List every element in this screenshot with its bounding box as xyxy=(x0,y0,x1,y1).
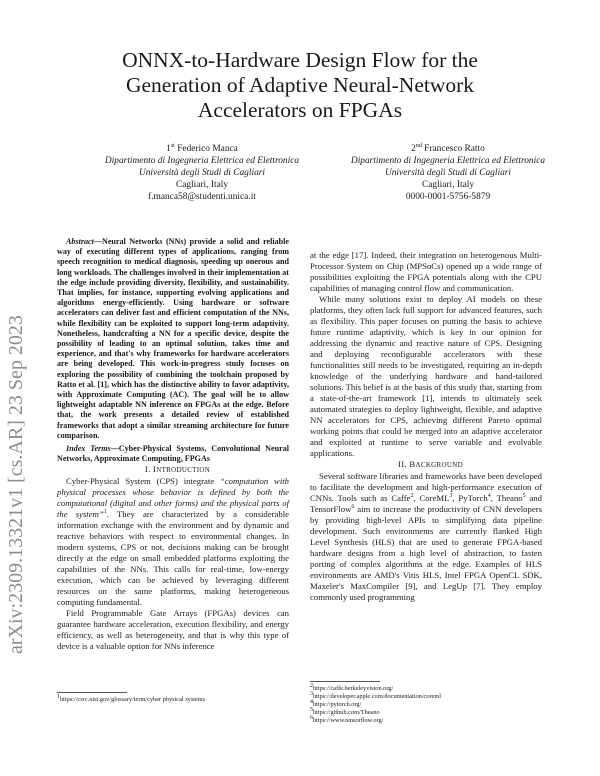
footnote-ref: 5 xyxy=(522,493,526,500)
footnote xyxy=(310,698,542,709)
footnote-list xyxy=(310,682,542,725)
footnote xyxy=(310,682,542,693)
right-paragraph-1: at the edge [17]. Indeed, their integration on heterogenous Multi-Processor System on Chip (MPSoCs) opened up a wide range of possibilities exploiting the FPGA potentials along with the CPU capabilities of managing control flow and communication. xyxy=(310,250,542,293)
footnote-text: https://developer.apple.com/documentation/coreml xyxy=(313,693,442,700)
author-contact: 0000-0001-5756-5879 xyxy=(405,192,491,202)
text-run: , PyTorch xyxy=(452,493,488,503)
footnote-rule xyxy=(310,681,380,682)
author-ordinal: 1 xyxy=(166,144,171,154)
section-number: II. xyxy=(398,459,407,469)
footnote-rule xyxy=(57,692,127,693)
section-initial: B xyxy=(409,459,416,469)
footnote-ref: 3 xyxy=(449,493,453,500)
footnote-ref: 2 xyxy=(410,493,414,500)
author-ordinal: 2 xyxy=(411,144,416,154)
footnote-number: 5 xyxy=(310,706,313,713)
footnote-text: https://pytorch.org/ xyxy=(313,701,362,708)
author-univ: Università degli Studi di Cagliari xyxy=(138,168,266,178)
text-run: and TensorFlow xyxy=(310,493,543,514)
text-run: Several software libraries and frameworks have been developed to facilitate the development and high-performance execution of CNNs. Tools such as Caffe xyxy=(310,471,542,503)
section-heading-background xyxy=(310,459,542,471)
section-title-rest: NTRODUCTION xyxy=(156,466,211,475)
author-ordinal-sup: nd xyxy=(415,142,422,149)
footnote xyxy=(310,706,542,717)
text-run: , Theano xyxy=(490,493,523,503)
footnote-text: https://caffe.berkeleyvision.org/ xyxy=(313,685,394,692)
author-block xyxy=(82,143,322,203)
footnote-number: 3 xyxy=(310,690,313,697)
author-name: Francesco Ratto xyxy=(424,144,485,154)
index-terms-text: —Cyber-Physical Systems, Convolutional Neural Networks, Approximate Computing, FPGAs xyxy=(57,444,290,464)
author-city: Cagliari, Italy xyxy=(421,180,475,190)
text-run: , CoreML xyxy=(413,493,450,503)
footnote-number: 6 xyxy=(310,714,313,721)
footnote xyxy=(310,714,542,725)
left-column xyxy=(57,237,289,652)
section-initial: I xyxy=(153,464,157,475)
title-line: ONNX-to-Hardware Design Flow for the xyxy=(122,48,478,72)
author-city: Cagliari, Italy xyxy=(175,180,229,190)
footnote xyxy=(310,690,542,701)
text-run: aim to increase the productivity of CNN developers by providing high-level APIs to simplifying data pipeline development. Such environments are currently flanked High Level Synthesis (HLS) that are used to generate FPGA-based hardware designs from a high level of abstraction, to fasten porting of complex algorithms at the edge. Examples of HLS environments are AMD's Vitis HLS, Intel FPGA OpenCL SDK, Maxeler's MaxCompiler [9], and LegUp [7]. They employ commonly used programming xyxy=(310,504,542,602)
index-terms xyxy=(57,444,289,464)
footnote xyxy=(57,693,289,704)
abstract xyxy=(57,237,289,441)
footnote-ref: 1 xyxy=(103,509,107,516)
intro-paragraph-1 xyxy=(57,476,289,608)
author-dept: Dipartimento di Ingegneria Elettrica ed Elettronica xyxy=(104,156,300,166)
title-line: Accelerators on FPGAs xyxy=(197,98,403,122)
footnote-number: 2 xyxy=(310,682,313,689)
right-paragraph-2: While many solutions exist to deploy AI models on these platforms, they often lack full support for advanced features, such as flexibility. This paper focuses on putting the basis to achieve future runtime adaptivity, which is key in our opinion for addressing the dynamic and reactive nature of CPS. Designing and deploying reconfigurable accelerators with these functionalities still needs to be investigated, requiring an in-depth knowledge of the underlying hardware and hand-tailored solutions. This belief is at the basis of this study that, starting from a state-of-the-art framework [1], intends to ultimately seek automated strategies to deploy lightweight, flexible, and adaptive NN accelerators for CPS, achieving different Pareto optimal working points that could be merged into an adaptive accelerator and exploited at runtime to serve variable and evolvable applications. xyxy=(310,294,542,458)
index-terms-label: Index Terms xyxy=(66,444,111,454)
footnote-text: https://www.tensorflow.org/ xyxy=(313,717,384,724)
intro-paragraph-2: Field Programmable Gate Arrays (FPGAs) devices can guarantee hardware acceleration, execution flexibility, and energy efficiency, as well as heterogeneity, and that is why this type of device is a valuable option for NNs inference xyxy=(57,608,289,652)
author-ordinal-sup: st xyxy=(170,142,175,149)
text-run: . They are characterized by a considerable information exchange with the environment and by dynamic and reactive behaviors with respect to environmental changes. In modern systems, CPS or not, decisions making can be brought directly at the edge on small embedded platforms exploiting the capabilities of the NNs. This calls for real-time, low-energy execution, which can be achieved by leveraging different resources on the same platforms, making heterogeneous computing fundamental. xyxy=(57,509,289,608)
right-column xyxy=(310,250,542,603)
paper-title xyxy=(80,48,520,123)
footnote-text: https://csrc.nist.gov/glossary/term/cyber physical systems xyxy=(60,696,206,703)
title-line: Generation of Adaptive Neural-Network xyxy=(125,73,475,97)
arxiv-stamp: arXiv:2309.13321v1 [cs.AR] 23 Sep 2023 xyxy=(5,315,27,654)
section-number: I. xyxy=(144,464,151,475)
footnote-ref: 6 xyxy=(351,504,355,511)
author-block xyxy=(328,143,568,203)
text-run: Cyber-Physical System (CPS) integrate xyxy=(66,476,220,487)
footnote-text: https://github.com/Theano xyxy=(313,709,380,716)
author-contact: f.manca58@studenti.unica.it xyxy=(148,192,256,202)
section-heading-introduction xyxy=(57,464,289,476)
footnote-number: 4 xyxy=(310,698,313,705)
background-paragraph xyxy=(310,471,542,603)
author-dept: Dipartimento di Ingegneria Elettrica ed Elettronica xyxy=(350,156,546,166)
footnote-ref: 4 xyxy=(487,493,491,500)
author-name: Federico Manca xyxy=(177,144,238,154)
abstract-text: —Neural Networks (NNs) provide a solid and reliable way of executing different types of applications, ranging from speech recognition to medical diagnosis, speeding up onerous and long workloads. The challenges involved in their implementation at the edge include providing diversity, flexibility, and sustainability. That implies, for instance, supporting evolving applications and algorithms energy-efficiently. Using hardware or software accelerators can deliver fast and efficient computation of the NNs, while flexibility can be exploited to support long-term adaptivity. Nonetheless, handcrafting a NN for a specific device, despite the possibility of leading to an optimal solution, takes time and experience, and that's why frameworks for hardware accelerators are being developed. This work-in-progress study focuses on exploring the possibility of combining the toolchain proposed by Ratto et al. [1], which has the distinctive ability to favor adaptivity, with Approximate Computing (AC). The goal will be to allow lightweight adaptable NN inference on FPGAs at the edge. Before that, the work presents a detailed review of established frameworks that adopt a similar streaming architecture for future comparison. xyxy=(57,237,289,440)
abstract-label: Abstract xyxy=(66,237,94,246)
footnote-number: 1 xyxy=(57,693,60,700)
section-title-rest: ACKGROUND xyxy=(415,461,463,469)
quote-run: “computation with physical processes whose behavior is defined by both the computational (digital and other forms) and the physical parts of the system” xyxy=(57,476,289,520)
author-univ: Università degli Studi di Cagliari xyxy=(384,168,512,178)
